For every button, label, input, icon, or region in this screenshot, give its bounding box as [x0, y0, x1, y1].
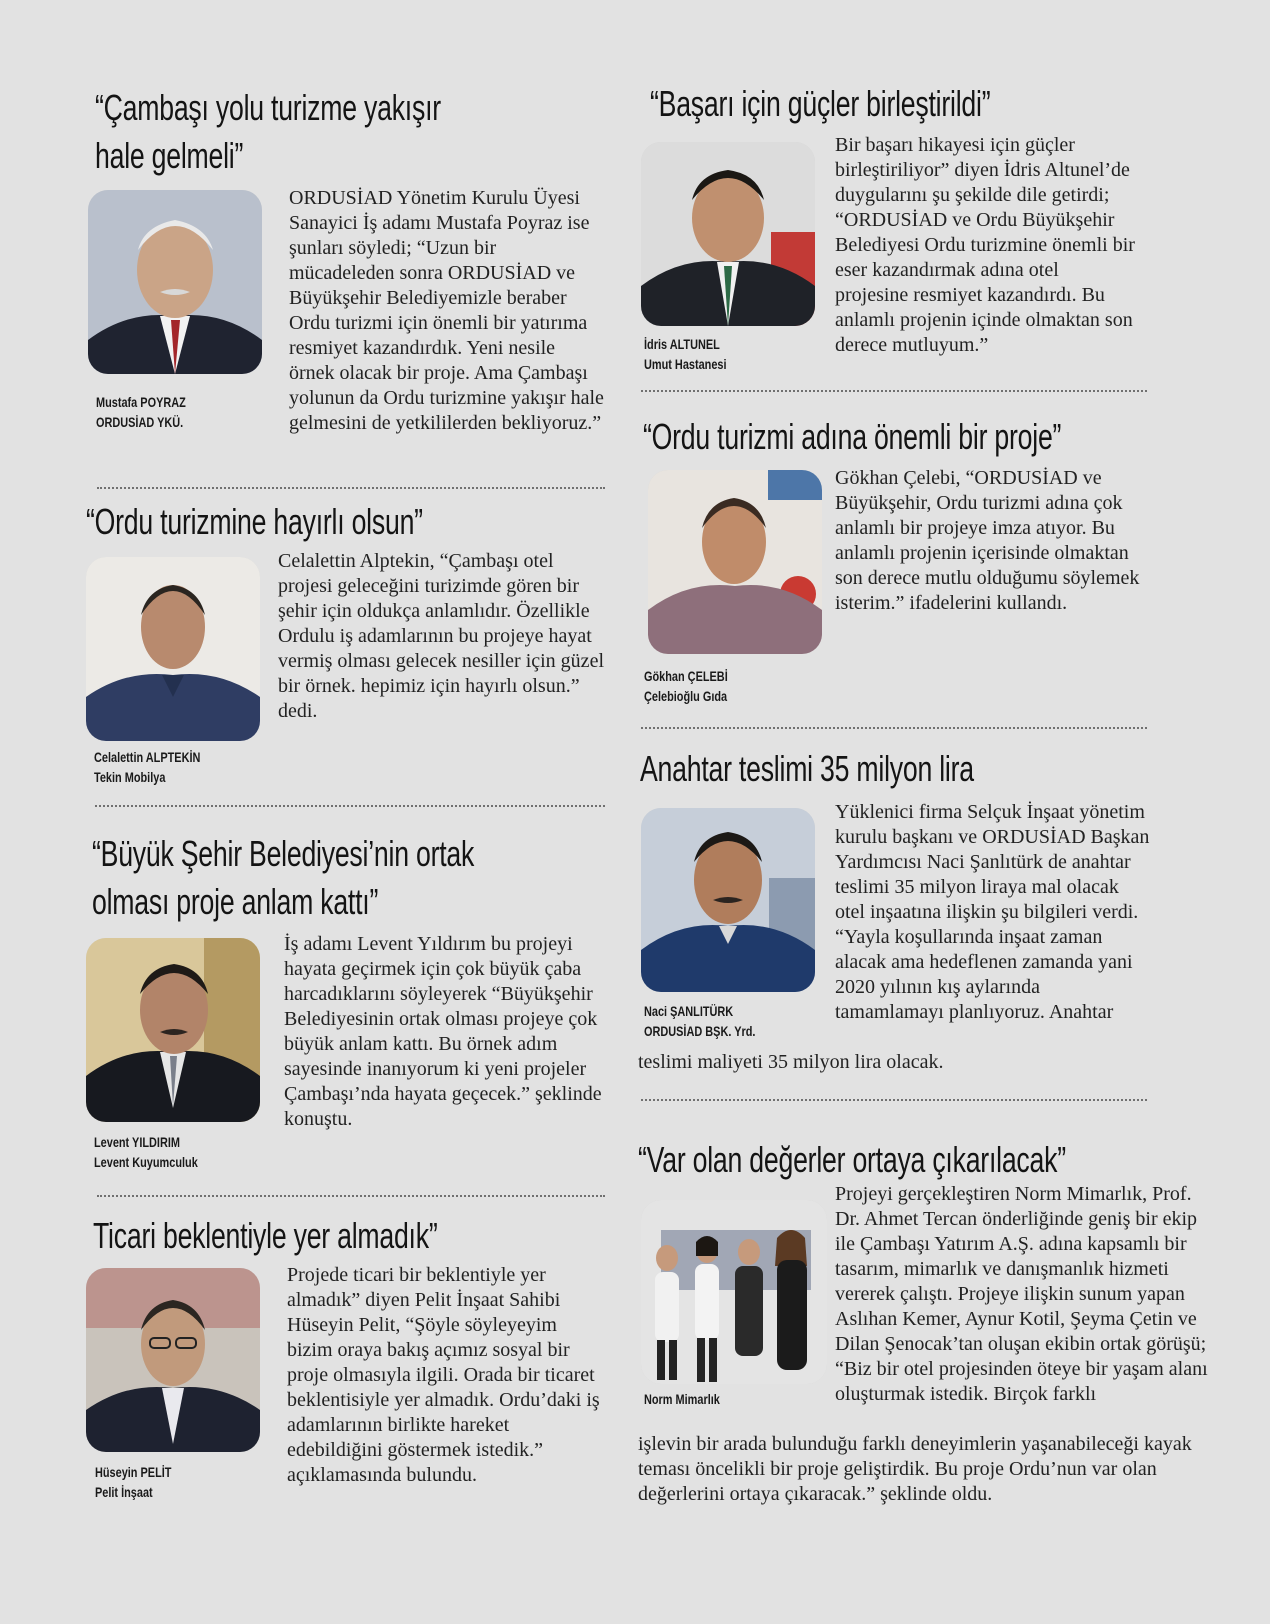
headline-anahtar-teslimi: Anahtar teslimi 35 milyon lira — [640, 748, 974, 789]
photo-huseyin-pelit — [86, 1268, 260, 1452]
body-norm-mimarlik: Projeyi gerçekleştiren Norm Mimarlık, Prof. Dr. Ahmet Tercan önderliğinde geniş bir ekip ile Çambaşı Yatırım A.Ş. adına kapsamlı bir tasarım, mimarlık ve danışmanlık hizmeti vererek çalıştı. Projeye ilişkin sunum yapan Aslıhan Kemer, Aynur Kotil, Şeyma Çetin ve Dilan Şenocak’tan oluşan ekibin ortak görüşü; “Biz bir otel projesinden öteye bir yaşam alanı oluşturmak istedik. Birçok farklı — [835, 1183, 1208, 1405]
headline-guc-birlestirildi: “Başarı için güçler birleştirildi” — [650, 83, 991, 124]
photo-idris-altunel — [641, 142, 815, 326]
caption-huseyin-pelit: Hüseyin PELİT Pelit İnşaat — [95, 1464, 172, 1500]
headline-cambasi-yolu: “Çambaşı yolu turizme yakışır hale gelmeli” — [95, 87, 441, 176]
photo-naci-sanliturk — [641, 808, 815, 992]
photo-gokhan-celebi — [648, 470, 822, 654]
caption-mustafa-poyraz: Mustafa POYRAZ ORDUSİAD YKÜ. — [96, 394, 186, 430]
caption-idris-altunel: İdris ALTUNEL Umut Hastanesi — [644, 336, 727, 372]
caption-naci-sanliturk: Naci ŞANLITÜRK ORDUSİAD BŞK. Yrd. — [644, 1003, 756, 1039]
photo-celalettin-alptekin — [86, 557, 260, 741]
headline-ordu-turizmi-proje: “Ordu turizmi adına önemli bir proje” — [643, 416, 1062, 457]
divider — [97, 487, 605, 489]
body-idris-altunel: Bir başarı hikayesi için güçler birleştiriliyor” diyen İdris Altunel’de duygularını şu şekilde dile getirdi; “ORDUSİAD ve Ordu Büyükşehir Belediyesi Ordu turizmine önemli bir eser kazandırmak adına otel projesine resmiyet kazandırdı. Bu anlamlı projenin içinde olmaktan son derece mutluyum.” — [835, 134, 1135, 356]
photo-mustafa-poyraz — [88, 190, 262, 374]
headline-var-olan-degerler: “Var olan değerler ortaya çıkarılacak” — [638, 1139, 1066, 1180]
body-levent-yildirim: İş adamı Levent Yıldırım bu projeyi hayata geçirmek için çok büyük çaba harcadıklarını söyleyerek “Büyükşehir Belediyesinin ortak olması projeye çok büyük anlam kattı. Bu örnek adım sayesinde inanıyorum ki yeni projeler Çambaşı’nda hayata geçecek.” şeklinde konuştu. — [284, 933, 602, 1130]
body-huseyin-pelit: Projede ticari bir beklentiyle yer almadık” diyen Pelit İnşaat Sahibi Hüseyin Pelit, “Şöyle söyleyeyim bizim oraya bakış açımız sosyal bir proje olmasıyla ilgili. Orada bir ticaret beklentisiyle yer almadık. Ordu’daki iş adamlarının birlikte hareket edebildiğini göstermek istedik.” açıklamasında bulundu. — [287, 1264, 600, 1486]
divider — [641, 727, 1147, 729]
divider — [641, 1099, 1147, 1101]
body-norm-mimarlik-tail: işlevin bir arada bulunduğu farklı deneyimlerin yaşanabileceği kayak teması öncelikli bir proje geliştirdik. Bu proje Ordu’nun var olan değerlerini ortaya çıkaracak.” şeklinde oldu. — [638, 1433, 1192, 1505]
body-naci-sanliturk-tail: teslimi maliyeti 35 milyon lira olacak. — [638, 1051, 944, 1073]
divider — [95, 805, 605, 807]
headline-hayirli-olsun: “Ordu turizmine hayırlı olsun” — [86, 501, 423, 542]
caption-norm-mimarlik: Norm Mimarlık — [644, 1391, 720, 1407]
divider — [97, 1195, 605, 1197]
body-gokhan-celebi: Gökhan Çelebi, “ORDUSİAD ve Büyükşehir, Ordu turizmi adına çok anlamlı bir projeye imza atıyor. Bu anlamlı projenin içerisinde olmaktan son derece mutlu olduğumu söylemek isterim.” ifadelerini kullandı. — [835, 467, 1140, 614]
body-naci-sanliturk: Yüklenici firma Selçuk İnşaat yönetim kurulu başkanı ve ORDUSİAD Başkan Yardımcısı Naci Şanlıtürk de anahtar teslimi 35 milyon liraya mal olacak otel inşaatına ilişkin şu bilgileri verdi. “Yayla koşullarında inşaat zaman alacak ama hedeflenen zamanda yani 2020 yılının kış aylarında tamamlamayı planlıyoruz. Anahtar — [835, 801, 1150, 1023]
divider — [641, 390, 1147, 392]
headline-ticari-beklenti: Ticari beklentiyle yer almadık” — [93, 1215, 438, 1256]
body-celalettin-alptekin: Celalettin Alptekin, “Çambaşı otel projesi geleceğini turizimde gören bir şehir için oldukça anlamlıdır. Özellikle Ordulu iş adamlarının bu projeye hayat vermiş olması gelecek nesiller için güzel bir örnek. hepimiz için hayırlı olsun.” dedi. — [278, 550, 604, 722]
caption-levent-yildirim: Levent YILDIRIM Levent Kuyumculuk — [94, 1134, 198, 1170]
headline-buyuksehir-ortak: “Büyük Şehir Belediyesi’nin ortak olması proje anlam kattı” — [92, 833, 475, 922]
photo-norm-mimarlik — [641, 1200, 827, 1384]
body-mustafa-poyraz: ORDUSİAD Yönetim Kurulu Üyesi Sanayici İş adamı Mustafa Poyraz ise şunları söyledi; “Uzun bir mücadeleden sonra ORDUSİAD ve Büyükşehir Belediyemizle beraber Ordu turizmi için önemli bir yatırıma resmiyet kazandırdık. Yeni nesile örnek olacak bir proje. Ama Çambaşı yolunun da Ordu turizmine yakışır hale gelmesini de yetkililerden bekliyoruz.” — [289, 187, 604, 434]
photo-levent-yildirim — [86, 938, 260, 1122]
caption-celalettin-alptekin: Celalettin ALPTEKİN Tekin Mobilya — [94, 749, 201, 785]
caption-gokhan-celebi: Gökhan ÇELEBİ Çelebioğlu Gıda — [644, 668, 728, 704]
